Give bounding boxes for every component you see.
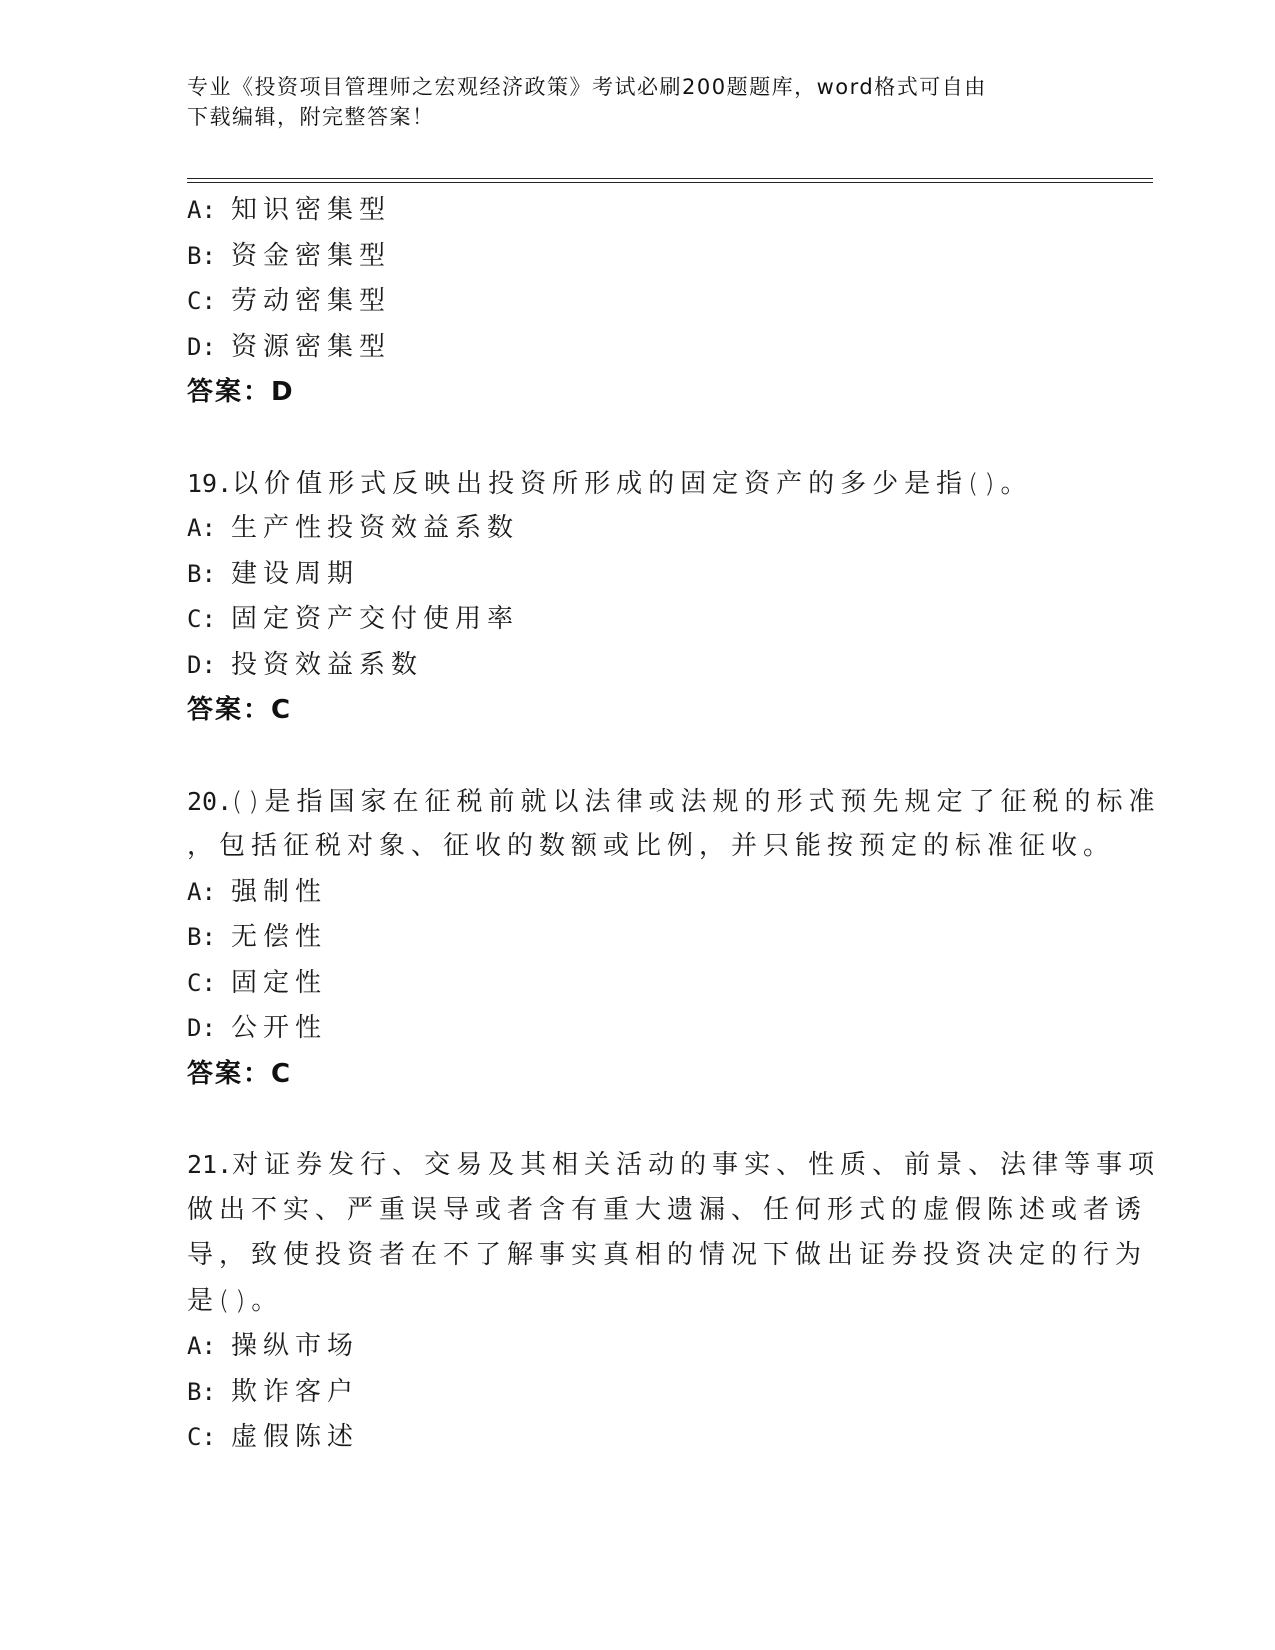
header-line-1: 专业《投资项目管理师之宏观经济政策》考试必刷200题题库，word格式可自由 — [187, 75, 987, 99]
question-stem-line: 是()。 — [187, 1285, 284, 1316]
answer-line: 答案：D — [187, 377, 295, 407]
option-letter: D: — [187, 1014, 216, 1042]
option-c — [187, 597, 1087, 643]
option-d — [187, 325, 1087, 371]
question-list — [187, 188, 1161, 1461]
option-text: 固定资产交付使用率 — [231, 604, 520, 634]
option-b — [187, 552, 1087, 598]
option-c — [187, 961, 1087, 1007]
option-text: 资金密集型 — [231, 240, 392, 271]
header-divider-bottom — [187, 182, 1153, 183]
option-letter: A: — [187, 1332, 216, 1360]
option-a — [187, 1324, 1087, 1370]
answer-line: 答案：C — [187, 695, 293, 725]
question-stem-line: ，包括征税对象、征收的数额或比例，并只能按预定的标准征收。 — [187, 831, 1116, 861]
option-c — [187, 279, 1087, 325]
question-stem-line — [187, 779, 1161, 825]
spacer — [187, 416, 1087, 461]
question-number: 20. — [187, 786, 233, 816]
option-text: 建设周期 — [231, 558, 360, 589]
option-letter: B: — [187, 923, 216, 951]
option-letter: A: — [187, 196, 216, 224]
question-text: 对证券发行、交易及其相关活动的事实、性质、前景、法律等事项 — [232, 1150, 1161, 1180]
option-text: 劳动密集型 — [231, 286, 392, 316]
answer-line: 答案：C — [187, 1058, 293, 1089]
question-stem-line: 导，致使投资者在不了解事实真相的情况下做出证券投资决定的行为 — [187, 1240, 1148, 1270]
option-text: 投资效益系数 — [231, 649, 424, 680]
option-letter: C: — [187, 1423, 216, 1451]
option-d — [187, 1006, 1087, 1052]
option-text: 公开性 — [231, 1013, 328, 1043]
option-a — [187, 506, 1087, 552]
option-text: 强制性 — [231, 876, 328, 907]
option-text: 生产性投资效益系数 — [231, 513, 520, 543]
document-header — [187, 72, 1087, 132]
option-b — [187, 234, 1087, 280]
option-text: 欺诈客户 — [231, 1376, 360, 1407]
option-letter: B: — [187, 1377, 216, 1406]
option-letter: B: — [187, 559, 216, 588]
option-a — [187, 188, 1087, 234]
question-stem-line: 做出不实、严重误导或者含有重大遗漏、任何形式的虚假陈述或者诱 — [187, 1194, 1148, 1225]
option-letter: D: — [187, 650, 216, 679]
option-a — [187, 870, 1087, 916]
question-stem-line — [187, 1142, 1161, 1188]
option-c — [187, 1415, 1087, 1461]
option-b — [187, 915, 1087, 961]
option-letter: C: — [187, 287, 216, 315]
option-letter: A: — [187, 877, 216, 906]
question-number: 19. — [187, 468, 233, 498]
option-text: 无偿性 — [231, 922, 328, 952]
header-line-2: 下载编辑，附完整答案！ — [187, 105, 435, 129]
option-letter: A: — [187, 514, 216, 542]
question-block-21 — [187, 1142, 1161, 1461]
option-text: 固定性 — [231, 967, 328, 998]
question-stem-line — [187, 461, 1087, 507]
option-letter: C: — [187, 605, 216, 633]
option-d — [187, 643, 1087, 689]
question-text: 以价值形式反映出投资所形成的固定资产的多少是指()。 — [232, 468, 1033, 499]
option-letter: B: — [187, 241, 216, 270]
option-text: 虚假陈述 — [231, 1422, 360, 1452]
option-text: 知识密集型 — [231, 195, 392, 225]
option-text: 操纵市场 — [231, 1331, 360, 1361]
option-letter: D: — [187, 332, 216, 361]
question-block-20 — [187, 779, 1161, 1098]
question-text: ()是指国家在征税前就以法律或法规的形式预先规定了征税的标准 — [232, 786, 1161, 817]
option-text: 资源密集型 — [231, 331, 392, 362]
spacer — [187, 1097, 1087, 1142]
question-number: 21. — [187, 1150, 233, 1179]
spacer — [187, 734, 1087, 779]
option-b — [187, 1370, 1087, 1416]
option-letter: C: — [187, 968, 216, 997]
question-block-19 — [187, 461, 1087, 734]
question-block-18 — [187, 188, 1087, 416]
header-divider-top — [187, 178, 1153, 179]
